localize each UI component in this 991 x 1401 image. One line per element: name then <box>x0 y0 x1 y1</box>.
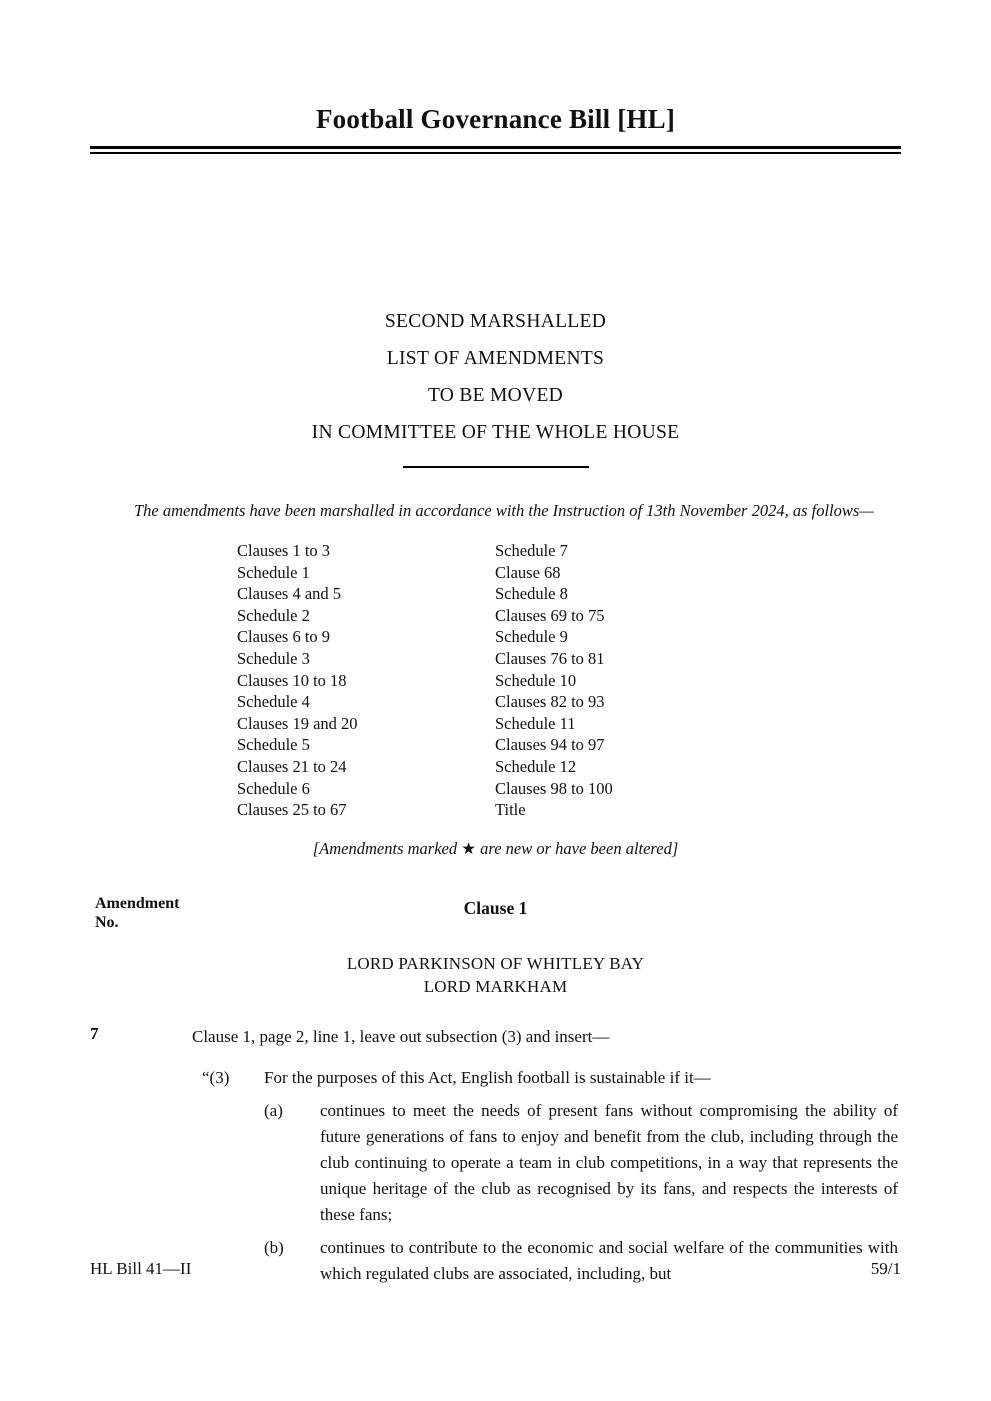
list-item: Clauses 76 to 81 <box>495 648 605 668</box>
section-divider <box>90 466 901 468</box>
list-item: Schedule 6 <box>237 778 310 798</box>
list-item: Schedule 9 <box>495 627 568 647</box>
star-icon: ★ <box>461 839 477 858</box>
star-note-text-after: are new or have been altered <box>476 839 672 858</box>
heading-line-1: SECOND MARSHALLED <box>384 311 607 332</box>
sponsor-name: LORD PARKINSON OF WHITLEY BAY <box>346 954 645 973</box>
paragraph-marker: (b) <box>264 1238 284 1257</box>
instruction-paragraph <box>90 498 901 523</box>
contents-list <box>237 540 837 821</box>
list-item: Schedule 4 <box>237 692 310 712</box>
contents-column-left <box>237 540 495 821</box>
list-item: Clauses 6 to 9 <box>237 627 331 647</box>
list-item: Schedule 2 <box>237 605 310 625</box>
paragraph-marker: (a) <box>264 1101 283 1120</box>
amendment-no-label-line2: No. <box>95 914 119 931</box>
amendment-entry <box>90 1024 901 1287</box>
paragraph-text: continues to contribute to the economic and social welfare of the communities with which regulated clubs are associated, including, but <box>320 1238 898 1283</box>
heading-line-2: LIST OF AMENDMENTS <box>386 348 605 369</box>
list-item: Clauses 98 to 100 <box>495 778 613 798</box>
star-note-close-bracket: ] <box>671 839 679 858</box>
title-divider <box>90 146 901 154</box>
amendment-number: 7 <box>90 1024 99 1043</box>
list-item: Clauses 69 to 75 <box>495 605 605 625</box>
document-heading-block <box>90 303 901 451</box>
section-divider-rule <box>403 466 589 468</box>
list-item: Clauses 25 to 67 <box>237 800 347 820</box>
star-note <box>90 839 901 859</box>
list-item: Schedule 5 <box>237 735 310 755</box>
title-rule-thick <box>90 146 901 149</box>
list-item: Schedule 1 <box>237 562 310 582</box>
list-item: Clauses 19 and 20 <box>237 713 358 733</box>
paragraph-text: continues to meet the needs of present fans without compromising the ability of future generations of fans to enjoy and benefit from the club, including through the club continuing to operate a team in club competitions, in a way that represents the unique heritage of the club as recognised by its fans, and respects the interests of these fans; <box>320 1101 898 1224</box>
page-footer <box>90 1259 901 1279</box>
subsection-text: For the purposes of this Act, English football is sustainable if it— <box>264 1068 711 1087</box>
sponsor-name: LORD MARKHAM <box>423 977 568 996</box>
list-item: Schedule 8 <box>495 584 568 604</box>
amendment-no-label-line1: Amendment <box>95 895 180 912</box>
list-item: Schedule 12 <box>495 756 577 776</box>
list-item: Clauses 82 to 93 <box>495 692 605 712</box>
clause-heading: Clause 1 <box>463 898 528 918</box>
contents-column-right <box>495 540 753 821</box>
list-item: Clauses 21 to 24 <box>237 756 347 776</box>
subsection-marker: “(3) <box>202 1068 230 1087</box>
amendment-paragraph-row <box>264 1098 901 1228</box>
list-item: Clauses 4 and 5 <box>237 584 342 604</box>
star-note-text-before: Amendments marked <box>319 839 462 858</box>
list-item: Clauses 1 to 3 <box>237 541 331 560</box>
list-item: Title <box>495 800 526 820</box>
list-item: Schedule 11 <box>495 713 576 733</box>
title-rule-thin <box>90 152 901 154</box>
list-item: Clauses 94 to 97 <box>495 735 605 755</box>
amendment-subsection-row <box>202 1065 901 1091</box>
sponsor-list <box>90 952 901 998</box>
star-note-open-bracket: [ <box>312 839 320 858</box>
page-title: Football Governance Bill [HL] <box>315 104 676 134</box>
instruction-text: The amendments have been marshalled in accordance with the Instruction of 13th November 2024, as follows— <box>134 501 874 520</box>
list-item: Clauses 10 to 18 <box>237 670 347 690</box>
list-item: Schedule 7 <box>495 541 568 560</box>
list-item: Schedule 3 <box>237 648 310 668</box>
footer-page-number: 59/1 <box>870 1259 901 1278</box>
list-item: Schedule 10 <box>495 670 577 690</box>
amendment-lead-row <box>90 1024 901 1050</box>
heading-line-3: TO BE MOVED <box>427 385 564 406</box>
heading-line-4: IN COMMITTEE OF THE WHOLE HOUSE <box>311 422 680 443</box>
amendment-lead-in: Clause 1, page 2, line 1, leave out subsection (3) and insert— <box>192 1027 610 1046</box>
footer-bill-reference: HL Bill 41—II <box>90 1259 192 1278</box>
list-item: Clause 68 <box>495 562 561 582</box>
